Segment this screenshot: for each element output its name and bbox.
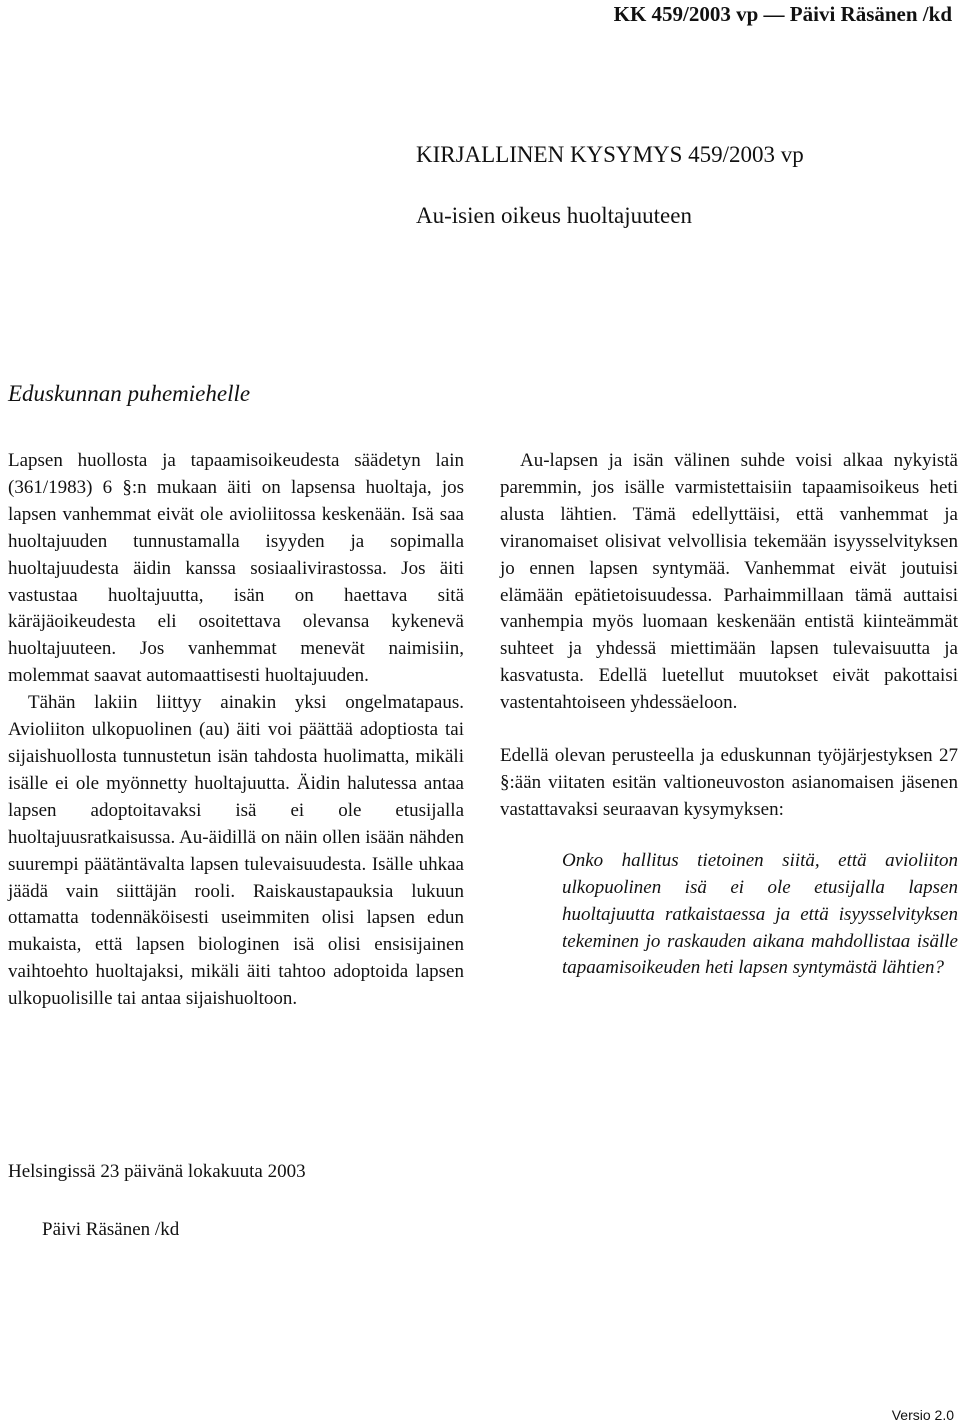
version-label: Versio 2.0	[891, 1407, 954, 1423]
left-paragraph-2: Tähän lakiin liittyy ainakin yksi ongelmatapaus. Avioliiton ulkopuolinen (au) äiti voi päättää adoptiosta tai sijaishuollosta tunnustetun isän tahdosta huolimatta, mikäli isälle ei ole myönnetty huoltajuutta. Äidin halutessa antaa lapsen adoptoitavaksi isä ei ole etusijalla huoltajuusratkaisussa. Au-äidillä on näin ollen isään nähden suurempi päätäntävalta lapsen tulevaisuudesta. Isälle uhkaa jäädä vain siittäjän rooli. Raiskaustapauksia lukuun ottamatta todennäköisesti useimmiten olisi lapsen edun mukaista, että lapsen biologinen isä olisi ensisijainen vaihtoehto huoltajaksi, mikäli äiti tahtoo adoptoida lapsen ulkopuolisille tai antaa sijaishuoltoon.	[8, 692, 464, 1010]
signature: Päivi Räsänen /kd	[42, 1219, 180, 1240]
left-column	[8, 448, 464, 1013]
place-and-date: Helsingissä 23 päivänä lokakuuta 2003	[8, 1161, 306, 1182]
left-paragraph-1: Lapsen huollosta ja tapaamisoikeudesta säädetyn lain (361/1983) 6 §:n mukaan äiti on lapsensa huoltaja, jos lapsen vanhemmat eivät ole avioliitossa keskenään. Isä saa huoltajuuden tunnustamalla isyyden ja sopimalla huoltajuudesta äidin kanssa sosiaalivirastossa. Jos äiti vastustaa huoltajuutta, isän on haettava sitä käräjäoikeudesta eli osoitettava olevansa kykenevä huoltajuuteen. Jos vanhemmat menevät naimisiin, molemmat saavat automaattisesti huoltajuuden.	[8, 450, 464, 687]
written-question: Onko hallitus tietoinen siitä, että avioliiton ulkopuolinen isä ei ole etusijalla lapsen huoltajuutta ratkaistaessa ja että isyysselvityksen tekeminen jo raskauden aikana mahdollistaa isälle tapaamisoikeuden heti lapsen syntymästä lähtien?	[562, 849, 958, 979]
document-subtitle: Au-isien oikeus huoltajuuteen	[416, 203, 692, 228]
right-paragraph-2: Edellä olevan perusteella ja eduskunnan työjärjestyksen 27 §:ään viitaten esitän valtioneuvoston asianomaisen jäsenen vastattavaksi seuraavan kysymyksen:	[500, 745, 958, 820]
right-column	[500, 448, 958, 982]
document-title: KIRJALLINEN KYSYMYS 459/2003 vp	[416, 142, 804, 167]
running-header: KK 459/2003 vp — Päivi Räsänen /kd	[613, 2, 952, 26]
right-paragraph-1: Au-lapsen ja isän välinen suhde voisi alkaa nykyistä paremmin, jos isälle varmistettaisiin tapaamisoikeus heti alusta lähtien. Tämä edellyttäisi, että vanhemmat ja viranomaiset olisivat velvollisia tekemään isyysselvityksen jo ennen lapsen syntymää. Vanhemmat eivät joutuisi elämään epätietoisuudessa. Parhaimmillaan tämä auttaisi vanhempia myös luomaan keskenään entistä kiinteämmät suhteet ja yhdessä miettimään lapsen tulevaisuutta ja kasvatusta. Edellä luetellut muutokset eivät pakottaisi vastentahtoiseen yhdessäeloon.	[500, 450, 958, 714]
salutation: Eduskunnan puhemiehelle	[8, 381, 251, 406]
